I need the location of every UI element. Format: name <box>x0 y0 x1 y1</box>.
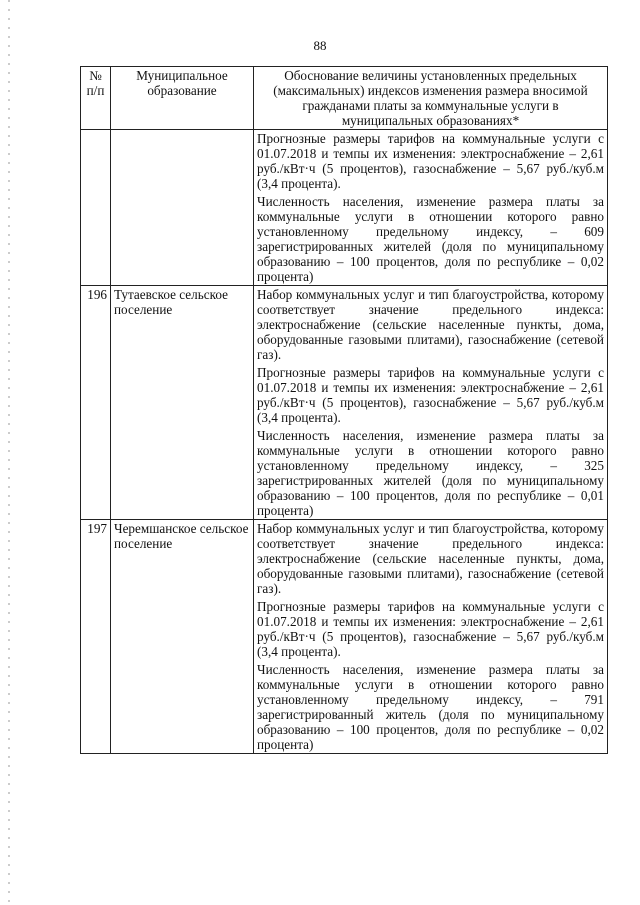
header-number: № п/п <box>81 67 111 130</box>
table-row <box>81 286 608 520</box>
justification-paragraph: Численность населения, изменение размера платы за коммунальные услуги в отношении которого равно установленному предельному индексу, – 325 зарегистрированных жителей (доля по муниципальному образованию – 100 процентов, доля по республике – 0,01 процента) <box>257 428 604 518</box>
justification-paragraph: Численность населения, изменение размера платы за коммунальные услуги в отношении которого равно установленному предельному индексу, – 609 зарегистрированных жителей (доля по муниципальному образованию – 100 процентов, доля по республике – 0,02 процента) <box>257 194 604 284</box>
row-justification <box>254 520 608 754</box>
header-justification: Обоснование величины установленных предельных (максимальных) индексов изменения размера вносимой гражданами платы за коммунальные услуги в муниципальных образованиях* <box>254 67 608 130</box>
row-number <box>81 130 111 286</box>
justification-paragraph: Прогнозные размеры тарифов на коммунальные услуги с 01.07.2018 и темпы их изменения: электроснабжение – 2,61 руб./кВт·ч (5 процентов), газоснабжение – 5,67 руб./куб.м (3,4 процента). <box>257 599 604 659</box>
justification-paragraph: Набор коммунальных услуг и тип благоустройства, которому соответствует значение предельного индекса: электроснабжение (сельские населенные пункты, дома, оборудованные газовыми плитами), газоснабжение (сетевой газ). <box>257 287 604 362</box>
justification-paragraph: Прогнозные размеры тарифов на коммунальные услуги с 01.07.2018 и темпы их изменения: электроснабжение – 2,61 руб./кВт·ч (5 процентов), газоснабжение – 5,67 руб./куб.м (3,4 процента). <box>257 365 604 425</box>
justification-paragraph: Численность населения, изменение размера платы за коммунальные услуги в отношении которого равно установленному предельному индексу, – 791 зарегистрированный житель (доля по муниципальному образованию – 100 процентов, доля по республике – 0,02 процента) <box>257 662 604 752</box>
justification-paragraph: Набор коммунальных услуг и тип благоустройства, которому соответствует значение предельного индекса: электроснабжение (сельские населенные пункты, дома, оборудованные газовыми плитами), газоснабжение (сетевой газ). <box>257 521 604 596</box>
table-row <box>81 520 608 754</box>
row-justification <box>254 286 608 520</box>
row-number: 196 <box>81 286 111 520</box>
header-municipality: Муниципальное образование <box>111 67 254 130</box>
row-municipality: Черемшанское сельское поселение <box>111 520 254 754</box>
table-header-row <box>81 67 608 130</box>
row-municipality <box>111 130 254 286</box>
scan-edge-marks <box>8 0 10 905</box>
row-municipality: Тутаевское сельское поселение <box>111 286 254 520</box>
row-justification <box>254 130 608 286</box>
page-number: 88 <box>313 38 327 53</box>
row-number: 197 <box>81 520 111 754</box>
table-row <box>81 130 608 286</box>
tariff-table <box>80 66 608 754</box>
justification-paragraph: Прогнозные размеры тарифов на коммунальные услуги с 01.07.2018 и темпы их изменения: электроснабжение – 2,61 руб./кВт·ч (5 процентов), газоснабжение – 5,67 руб./куб.м (3,4 процента). <box>257 131 604 191</box>
